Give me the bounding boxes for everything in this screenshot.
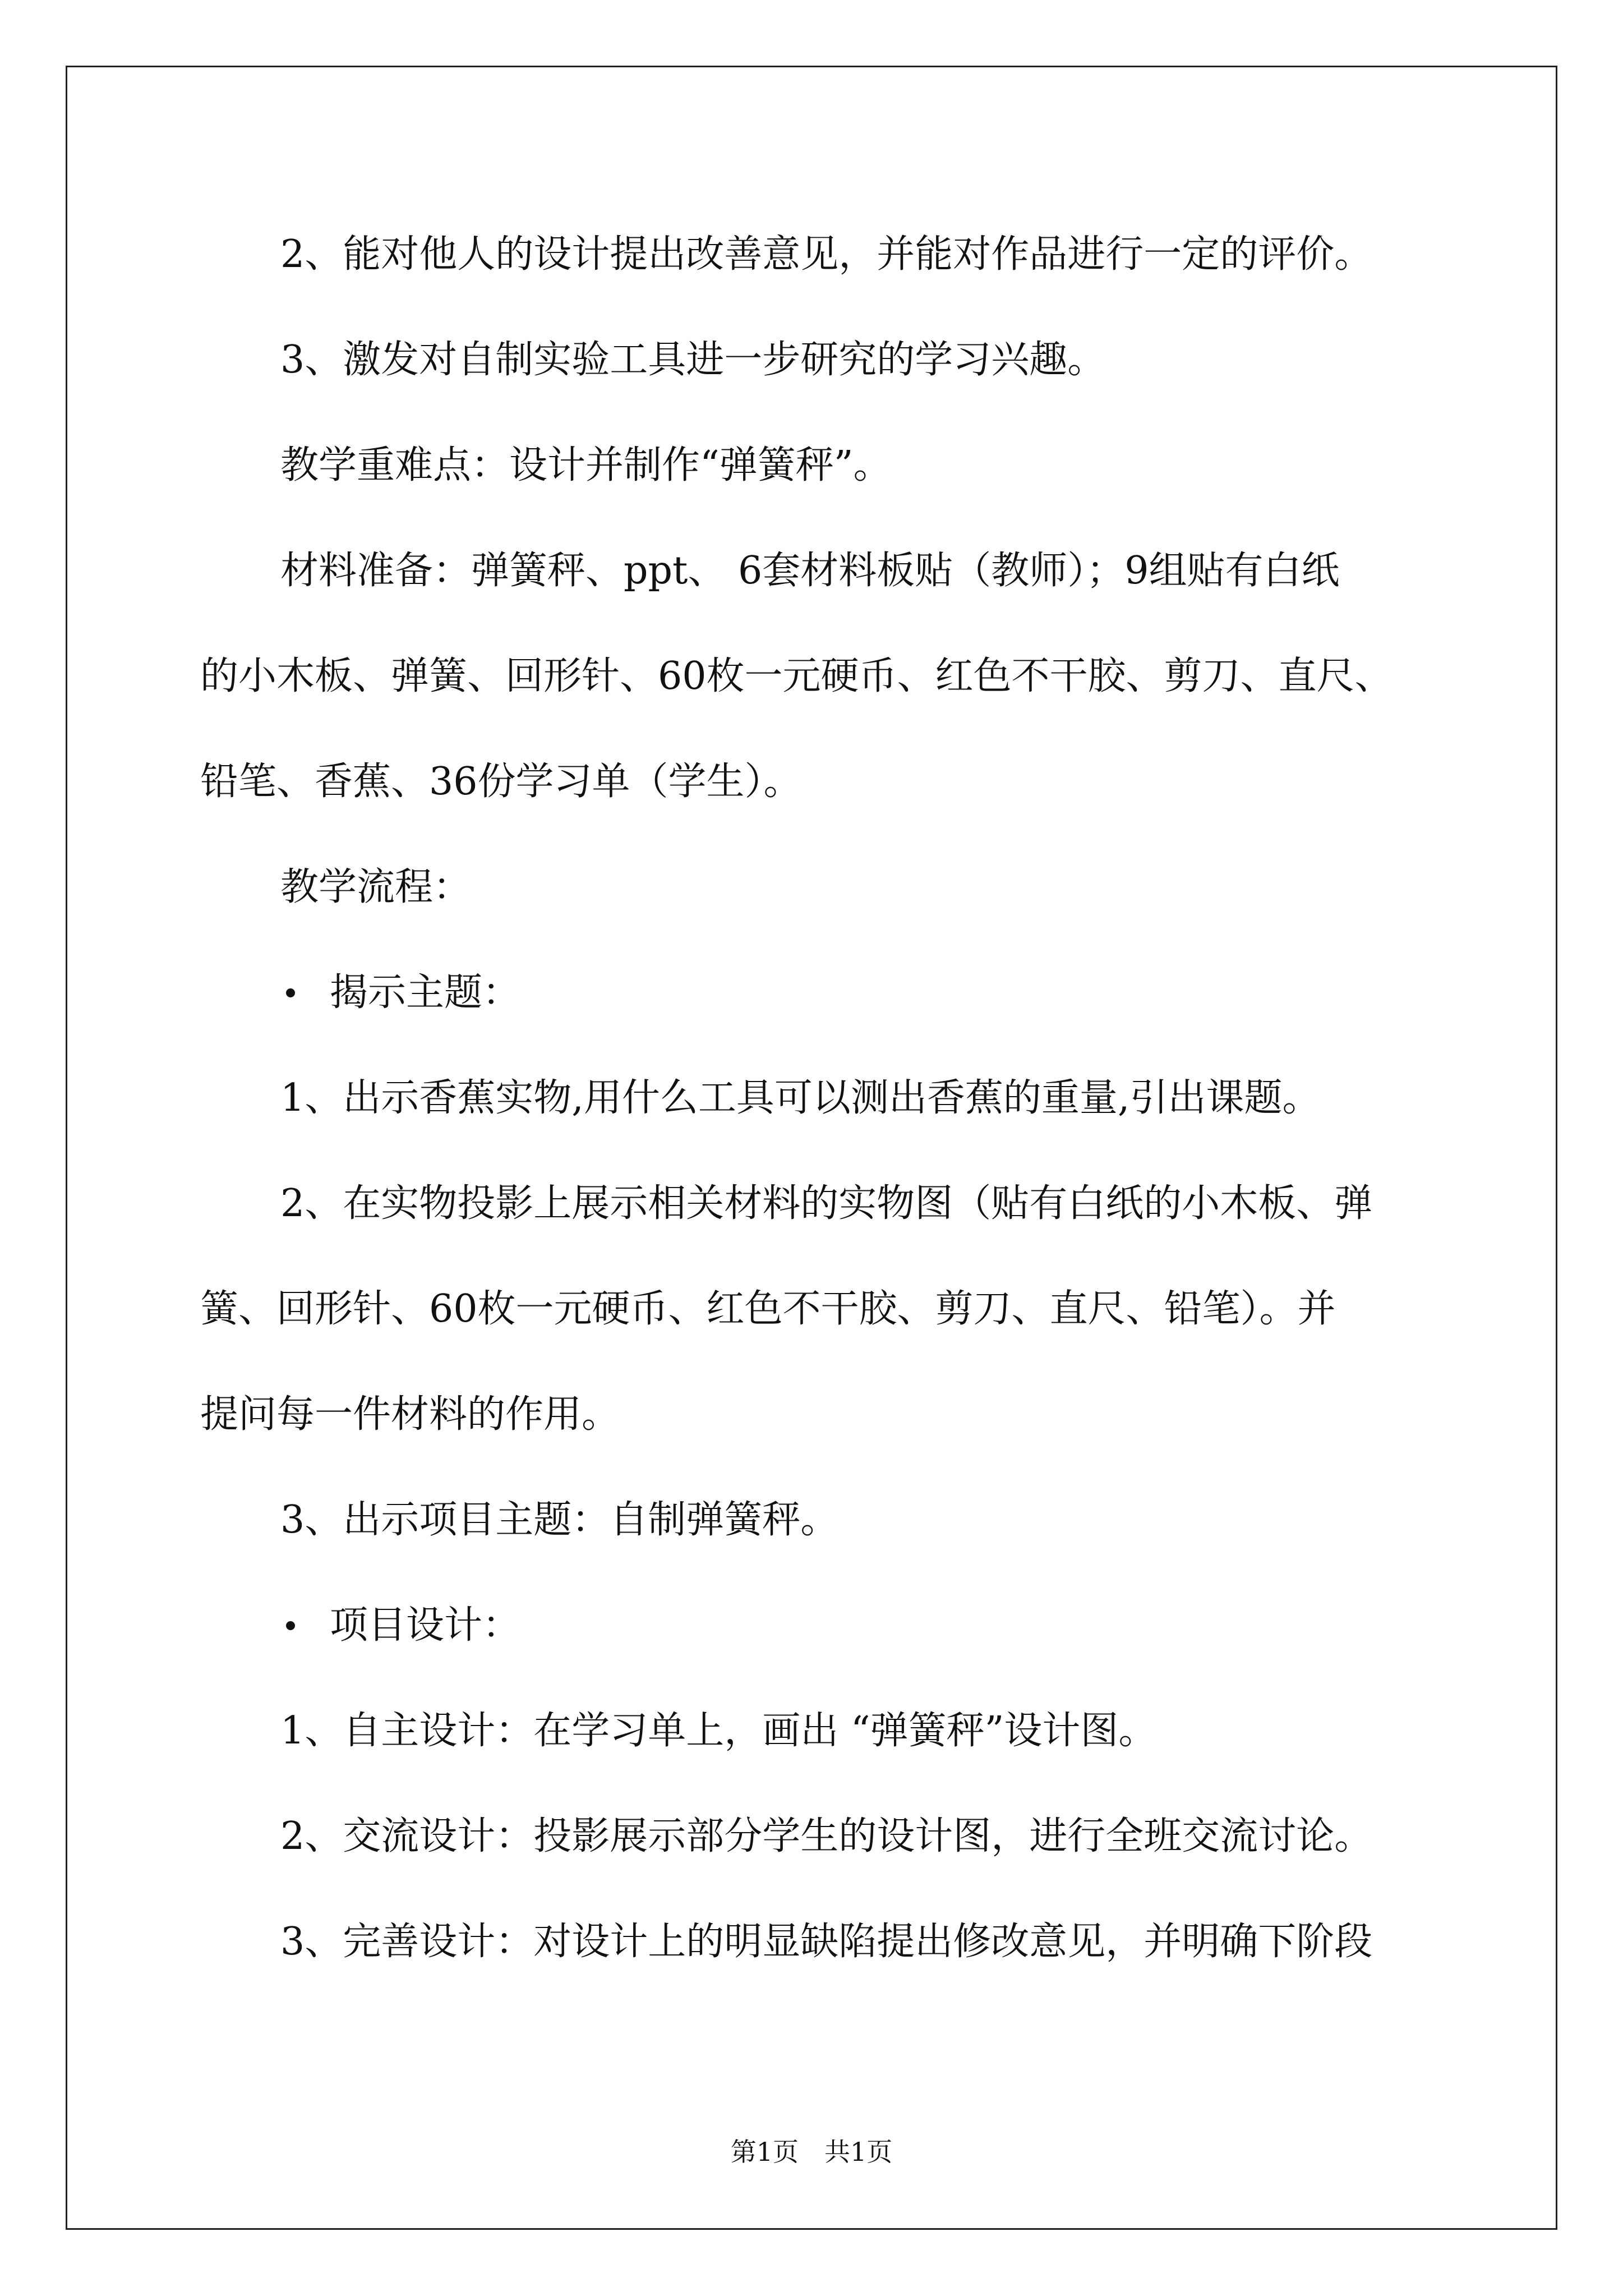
paragraph-line: 簧、回形针、60枚一元硬币、红色不干胶、剪刀、直尺、铅笔）。并 (200, 1287, 1336, 1331)
paragraph-line: 提问每一件材料的作用。 (200, 1392, 620, 1437)
paragraph-line: 2、能对他人的设计提出改善意见，并能对作品进行一定的评价。 (280, 232, 1373, 277)
bullet-item (286, 970, 521, 1015)
section-heading: 教学流程： (280, 865, 472, 909)
paragraph-line: 3、完善设计：对设计上的明显缺陷提出修改意见，并明确下阶段 (280, 1920, 1373, 1964)
page-number: 第1页 共1页 (730, 2137, 893, 2167)
paragraph-line: 1、出示香蕉实物,用什么工具可以测出香蕉的重量,引出课题。 (280, 1076, 1321, 1120)
bullet-icon (286, 988, 295, 997)
paragraph-line: 3、激发对自制实验工具进一步研究的学习兴趣。 (280, 338, 1106, 382)
bullet-item-label: 项目设计： (330, 1603, 521, 1648)
paragraph-line: 3、出示项目主题：自制弹簧秤。 (280, 1498, 839, 1542)
bullet-icon (286, 1621, 295, 1630)
paragraph-line: 铅笔、香蕉、36份学习单（学生）。 (200, 760, 802, 804)
paragraph-line: 1、自主设计：在学习单上，画出 “弹簧秤”设计图。 (280, 1709, 1157, 1753)
paragraph-line: 教学重难点：设计并制作“弹簧秤”。 (280, 443, 892, 487)
paragraph-line: 2、交流设计：投影展示部分学生的设计图，进行全班交流讨论。 (280, 1814, 1373, 1858)
paragraph-line: 2、在实物投影上展示相关材料的实物图（贴有白纸的小木板、弹 (280, 1181, 1373, 1226)
paragraph-line: 材料准备：弹簧秤、ppt、 6套材料板贴（教师）；9组贴有白纸 (280, 549, 1340, 593)
paragraph-line: 的小木板、弹簧、回形针、60枚一元硬币、红色不干胶、剪刀、直尺、 (200, 654, 1393, 698)
bullet-item-label: 揭示主题： (330, 970, 521, 1015)
bullet-item (286, 1603, 521, 1648)
page-frame (66, 66, 1557, 2230)
